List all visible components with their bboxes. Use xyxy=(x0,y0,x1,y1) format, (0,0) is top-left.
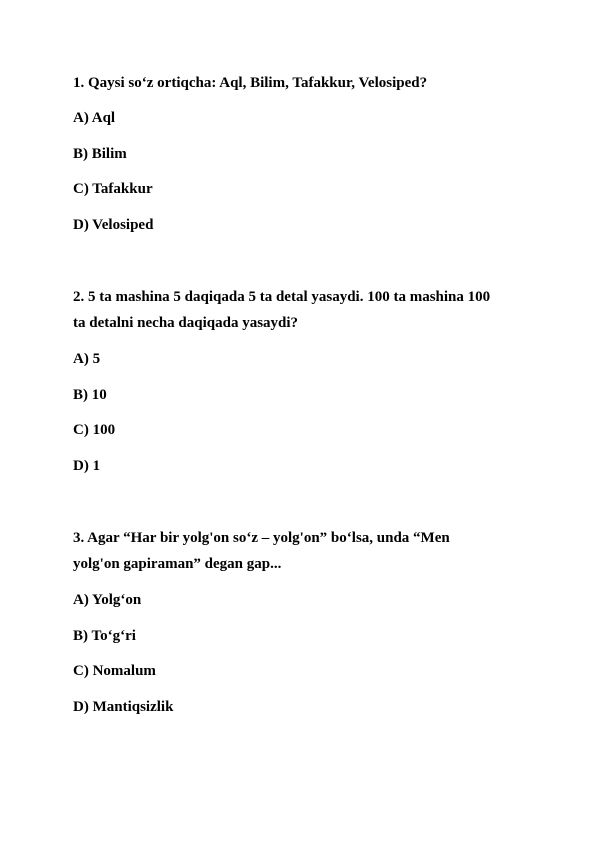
question-2-text-line-2: ta detalni necha daqiqada yasaydi? xyxy=(73,315,299,331)
question-3-option-d: D) Mantiqsizlik xyxy=(73,699,174,715)
question-2-text-line-1: 2. 5 ta mashina 5 daqiqada 5 ta detal yasaydi. 100 ta mashina 100 xyxy=(73,289,491,305)
question-1-text: 1. Qaysi so‘z ortiqcha: Aql, Bilim, Tafakkur, Velosiped? xyxy=(73,75,428,91)
question-2-option-b: B) 10 xyxy=(73,387,107,403)
question-2-option-c: C) 100 xyxy=(73,422,116,438)
question-3-text-line-2: yolg'on gapiraman” degan gap... xyxy=(73,556,282,572)
question-1-option-b: B) Bilim xyxy=(73,146,127,162)
question-3-option-b: B) To‘g‘ri xyxy=(73,628,136,644)
question-1-option-a: A) Aql xyxy=(73,110,116,126)
question-2-option-a: A) 5 xyxy=(73,351,101,367)
question-1-option-c: C) Tafakkur xyxy=(73,181,153,197)
question-3-option-c: C) Nomalum xyxy=(73,663,156,679)
question-1-option-d: D) Velosiped xyxy=(73,217,154,233)
question-3-text-line-1: 3. Agar “Har bir yolg'on so‘z – yolg'on” bo‘lsa, unda “Men xyxy=(73,530,450,546)
question-3-option-a: A) Yolg‘on xyxy=(73,592,142,608)
question-2-option-d: D) 1 xyxy=(73,458,101,474)
